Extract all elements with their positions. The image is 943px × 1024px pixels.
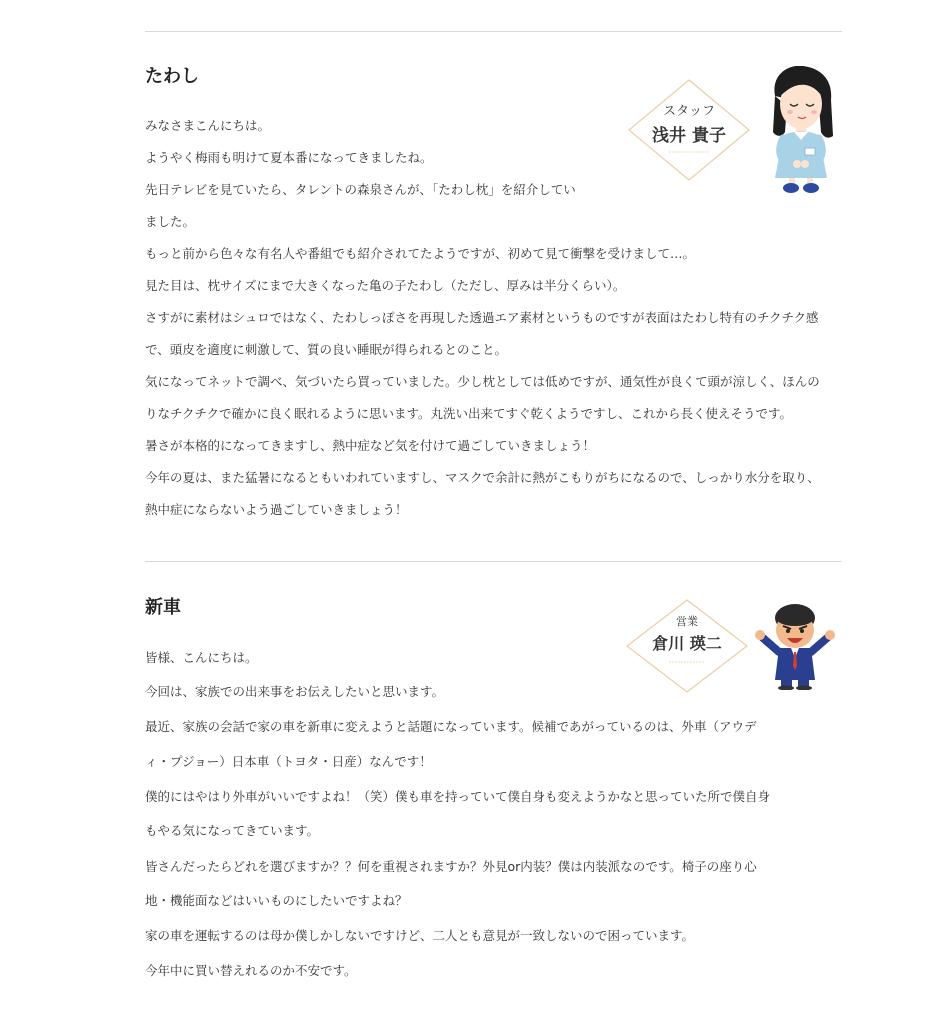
paragraph: 今年中に買い替えれるのか不安です。 xyxy=(145,963,357,978)
paragraph: 皆さんだったらどれを選びますか？？何を重視されますか？外見or内装？僕は内装派なのです。椅子の座り心 xyxy=(145,859,757,874)
paragraph: 家の車を運転するのは母か僕しかしないですけど、二人とも意見が一致しないので困っています。 xyxy=(145,928,695,943)
paragraph: で、頭皮を適度に刺激して、質の良い睡眠が得られるとのこと。 xyxy=(145,342,508,357)
paragraph: 暑さが本格的になってきますし、熱中症など気を付けて過ごしていきましょう！ xyxy=(145,438,596,453)
paragraph: もっと前から色々な有名人や番組でも紹介されてたようですが、初めて見て衝撃を受けまして…。 xyxy=(145,246,696,261)
paragraph: 気になってネットで調べ、気づいたら買っていました。少し枕としては低めですが、通気性が良くて頭が涼しく、ほんの xyxy=(145,374,820,389)
paragraph: 先日テレビを見ていたら、タレントの森泉さんが、「たわし枕」を紹介してい xyxy=(145,182,576,197)
paragraph: りなチクチクで確かに良く眠れるように思います。丸洗い出来てすぐ乾くようですし、これから長く使えそうです。 xyxy=(145,406,793,421)
author-badge xyxy=(627,66,842,196)
paragraph: ィ・プジョー）日本車（トヨタ・日産）なんです！ xyxy=(145,754,432,769)
paragraph: 最近、家族の会話で家の車を新車に変えようと話題になっています。候補であがっているのは、外車（アウデ xyxy=(145,719,757,734)
author-name: 倉川 瑛二 xyxy=(652,634,722,653)
paragraph: 皆様、こんにちは。 xyxy=(145,650,258,665)
author-role: 営業 xyxy=(676,615,698,628)
paragraph: 今回は、家族での出来事をお伝えしたいと思います。 xyxy=(145,684,445,699)
paragraph: もやる気になってきています。 xyxy=(145,823,320,838)
paragraph: 見た目は、枕サイズにまで大きくなった亀の子たわし（ただし、厚みは半分くらい）。 xyxy=(145,278,626,293)
paragraph: 僕的にはやはり外車がいいですよね！（笑）僕も車を持っていて僕自身も変えようかなと思っていた所で僕自身 xyxy=(145,789,771,804)
woman-staff-icon xyxy=(761,66,841,194)
top-divider xyxy=(145,31,842,32)
post-title: 新車 xyxy=(145,597,181,618)
post-title: たわし xyxy=(145,66,199,87)
author-name: 浅井 貴子 xyxy=(652,126,726,146)
paragraph: みなさまこんにちは。 xyxy=(145,118,271,133)
author-role: スタッフ xyxy=(662,104,715,119)
paragraph: ました。 xyxy=(145,214,196,229)
paragraph: さすがに素材はシュロではなく、たわしっぽさを再現した透過エア素材というものですが表面はたわし特有のチクチク感 xyxy=(145,310,819,325)
post-divider xyxy=(145,561,842,562)
author-badge xyxy=(625,598,840,694)
paragraph: ようやく梅雨も明けて夏本番になってきましたね。 xyxy=(145,150,433,165)
paragraph: 今年の夏は、また猛暑になるともいわれていますし、マスクで余計に熱がこもりがちになるので、しっかり水分を取り、 xyxy=(145,470,820,485)
paragraph: 地・機能面などはいいものにしたいですよね？ xyxy=(145,893,408,908)
man-sales-icon xyxy=(749,598,841,690)
paragraph: 熱中症にならないよう過ごしていきましょう！ xyxy=(145,502,408,517)
